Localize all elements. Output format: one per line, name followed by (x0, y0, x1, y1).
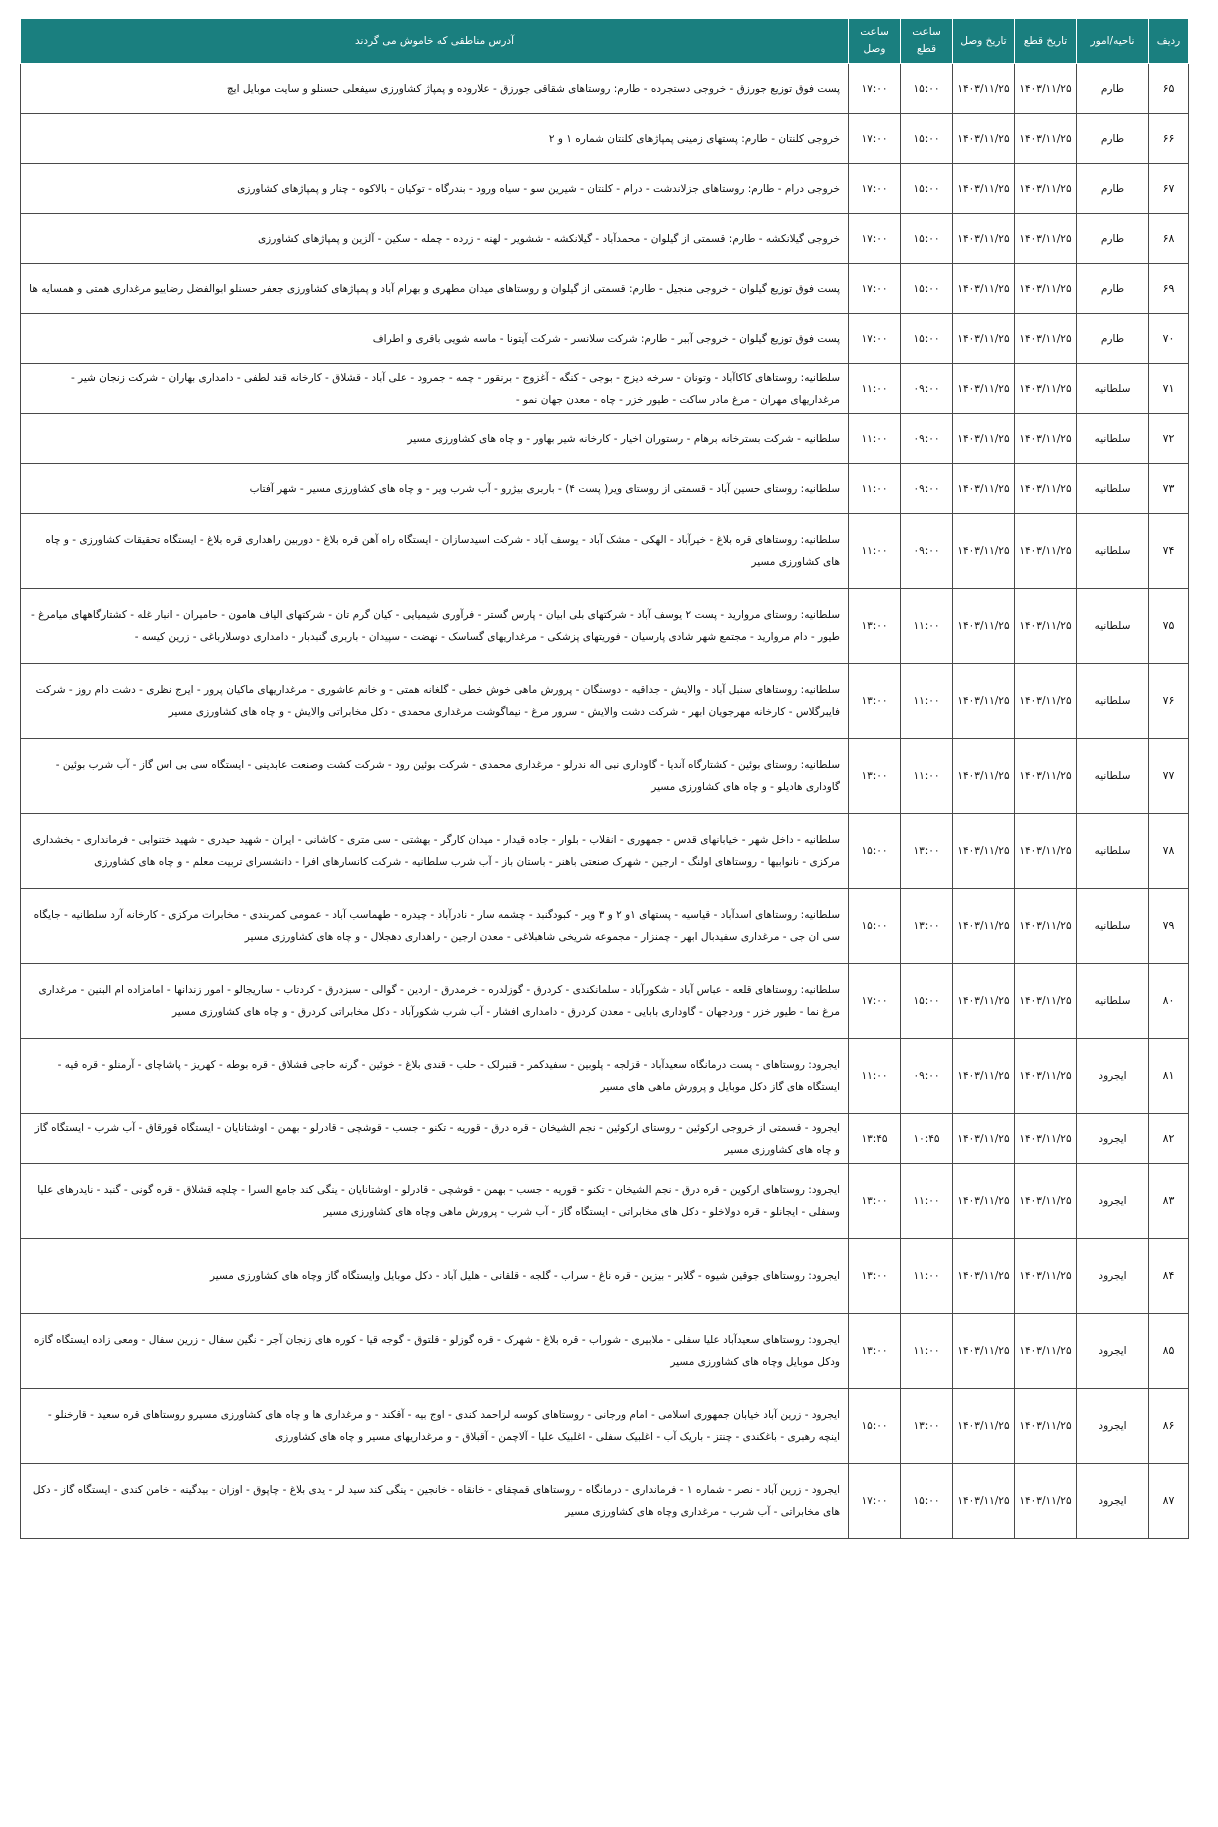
cell-region: طارم (1077, 164, 1149, 214)
cell-row-number: ۷۰ (1149, 314, 1189, 364)
cell-cut-date: ۱۴۰۳/۱۱/۲۵ (1015, 889, 1077, 964)
cell-connect-time: ۱۳:۰۰ (849, 664, 901, 739)
header-connect-time-line1: ساعت (860, 26, 889, 38)
cell-connect-date: ۱۴۰۳/۱۱/۲۵ (953, 964, 1015, 1039)
header-connect-time-line2: وصل (863, 43, 886, 55)
cell-connect-time: ۱۳:۰۰ (849, 1239, 901, 1314)
header-cut-time (901, 19, 953, 64)
table-row (21, 964, 1189, 1039)
cell-cut-date: ۱۴۰۳/۱۱/۲۵ (1015, 1164, 1077, 1239)
cell-connect-time: ۱۷:۰۰ (849, 214, 901, 264)
cell-connect-time: ۱۷:۰۰ (849, 164, 901, 214)
table-row (21, 1314, 1189, 1389)
cell-region: سلطانیه (1077, 414, 1149, 464)
cell-cut-time: ۱۳:۰۰ (901, 889, 953, 964)
cell-address: سلطانیه - شرکت بسترخانه برهام - رستوران اخیار - کارخانه شیر بهاور - و چاه های کشاورزی مسیر (21, 414, 849, 464)
table-row (21, 64, 1189, 114)
cell-address: خروجی کلنتان - طارم: پستهای زمینی پمپاژهای کلنتان شماره ۱ و ۲ (21, 114, 849, 164)
cell-connect-date: ۱۴۰۳/۱۱/۲۵ (953, 1239, 1015, 1314)
cell-connect-time: ۱۵:۰۰ (849, 889, 901, 964)
cell-cut-date: ۱۴۰۳/۱۱/۲۵ (1015, 214, 1077, 264)
cell-row-number: ۷۲ (1149, 414, 1189, 464)
cell-connect-date: ۱۴۰۳/۱۱/۲۵ (953, 814, 1015, 889)
cell-row-number: ۷۶ (1149, 664, 1189, 739)
cell-connect-time: ۱۱:۰۰ (849, 514, 901, 589)
cell-row-number: ۷۷ (1149, 739, 1189, 814)
cell-cut-date: ۱۴۰۳/۱۱/۲۵ (1015, 1314, 1077, 1389)
cell-connect-time: ۱۳:۰۰ (849, 739, 901, 814)
cell-cut-date: ۱۴۰۳/۱۱/۲۵ (1015, 814, 1077, 889)
table-row (21, 889, 1189, 964)
cell-cut-date: ۱۴۰۳/۱۱/۲۵ (1015, 1464, 1077, 1539)
cell-row-number: ۷۵ (1149, 589, 1189, 664)
table-row (21, 739, 1189, 814)
header-connect-date: تاریخ وصل (953, 19, 1015, 64)
table-row (21, 1114, 1189, 1164)
header-cut-time-line1: ساعت (912, 26, 941, 38)
cell-region: سلطانیه (1077, 964, 1149, 1039)
table-row (21, 114, 1189, 164)
cell-connect-time: ۱۱:۰۰ (849, 414, 901, 464)
cell-region: طارم (1077, 214, 1149, 264)
cell-cut-time: ۱۱:۰۰ (901, 664, 953, 739)
cell-region: ایجرود (1077, 1464, 1149, 1539)
table-body (21, 64, 1189, 1539)
cell-row-number: ۷۳ (1149, 464, 1189, 514)
header-connect-time (849, 19, 901, 64)
header-address: آدرس مناطقی که خاموش می گردند (21, 19, 849, 64)
cell-address: سلطانیه: روستای حسین آباد - قسمتی از روستای ویر( پست ۴) - باربری بیژرو - آب شرب ویر - و چاه های کشاورزی مسیر - شهر آفتاب (21, 464, 849, 514)
cell-cut-time: ۱۳:۰۰ (901, 814, 953, 889)
cell-row-number: ۷۴ (1149, 514, 1189, 589)
cell-address: ایجرود - قسمتی از خروجی ارکوئین - روستای ارکوئین - نجم الشیخان - قره درق - قوریه - تکنو - جسب - قوشچی - قادرلو - بهمن - اوشتانایان - ایستگاه قورقاق - آب شرب - ایستگاه گاز و چاه های کشاورزی مسیر (21, 1114, 849, 1164)
cell-region: طارم (1077, 64, 1149, 114)
cell-cut-time: ۰۹:۰۰ (901, 514, 953, 589)
header-region: ناحیه/امور (1077, 19, 1149, 64)
cell-region: سلطانیه (1077, 889, 1149, 964)
cell-cut-time: ۱۵:۰۰ (901, 214, 953, 264)
cell-region: ایجرود (1077, 1389, 1149, 1464)
cell-connect-date: ۱۴۰۳/۱۱/۲۵ (953, 464, 1015, 514)
cell-row-number: ۷۹ (1149, 889, 1189, 964)
cell-connect-date: ۱۴۰۳/۱۱/۲۵ (953, 1039, 1015, 1114)
cell-address: سلطانیه: روستاهای سنبل آباد - والایش - جداقیه - دوسنگان - پرورش ماهی خوش خطی - گلغانه همتی - و خانم عاشوری - مرغداریهای ماکیان پرور - ایرج نظری - دشت دام روز - شرکت فایبرگلاس - کارخانه مهرجویان ابهر - شرکت دشت والایش - سرور مرغ - نیماگوشت مرغداری محمدی - دکل مخابراتی والایش - و چاه های کشاورزی مسیر (21, 664, 849, 739)
cell-address: ایجرود: روستاهای سعیدآباد علیا سفلی - ملابیری - شوراب - قره بلاغ - شهرک - قره گوزلو - قلتوق - گوجه قیا - کوره های زنجان آجر - نگین سفال - زرین سفال - ومعی زاده ایستگاه گازه ودکل موبایل وچاه های کشاورزی مسیر (21, 1314, 849, 1389)
table-row (21, 414, 1189, 464)
cell-cut-time: ۱۱:۰۰ (901, 589, 953, 664)
cell-connect-date: ۱۴۰۳/۱۱/۲۵ (953, 664, 1015, 739)
cell-connect-time: ۱۷:۰۰ (849, 964, 901, 1039)
cell-row-number: ۸۵ (1149, 1314, 1189, 1389)
table-row (21, 1389, 1189, 1464)
outage-schedule-table (20, 18, 1189, 1539)
cell-connect-date: ۱۴۰۳/۱۱/۲۵ (953, 264, 1015, 314)
cell-row-number: ۶۹ (1149, 264, 1189, 314)
cell-connect-date: ۱۴۰۳/۱۱/۲۵ (953, 364, 1015, 414)
cell-address: سلطانیه: روستای بوئین - کشتارگاه آندیا - گاوداری نبی اله ندرلو - مرغداری محمدی - شرکت بوئین رود - شرکت کشت وصنعت عابدینی - ایستگاه سی بی اس گاز - آب شرب بوئین - گاوداری هادیلو - و چاه های کشاورزی مسیر (21, 739, 849, 814)
cell-connect-date: ۱۴۰۳/۱۱/۲۵ (953, 314, 1015, 364)
cell-cut-date: ۱۴۰۳/۱۱/۲۵ (1015, 114, 1077, 164)
cell-cut-date: ۱۴۰۳/۱۱/۲۵ (1015, 464, 1077, 514)
cell-connect-date: ۱۴۰۳/۱۱/۲۵ (953, 164, 1015, 214)
cell-cut-time: ۱۳:۰۰ (901, 1389, 953, 1464)
cell-row-number: ۸۶ (1149, 1389, 1189, 1464)
cell-connect-date: ۱۴۰۳/۱۱/۲۵ (953, 64, 1015, 114)
cell-region: ایجرود (1077, 1164, 1149, 1239)
cell-cut-date: ۱۴۰۳/۱۱/۲۵ (1015, 664, 1077, 739)
cell-region: سلطانیه (1077, 664, 1149, 739)
cell-connect-time: ۱۳:۰۰ (849, 589, 901, 664)
cell-cut-time: ۰۹:۰۰ (901, 414, 953, 464)
cell-connect-time: ۱۳:۰۰ (849, 1314, 901, 1389)
cell-row-number: ۷۸ (1149, 814, 1189, 889)
cell-row-number: ۸۳ (1149, 1164, 1189, 1239)
cell-region: سلطانیه (1077, 589, 1149, 664)
cell-region: طارم (1077, 264, 1149, 314)
cell-cut-date: ۱۴۰۳/۱۱/۲۵ (1015, 589, 1077, 664)
cell-connect-time: ۱۵:۰۰ (849, 814, 901, 889)
cell-connect-date: ۱۴۰۳/۱۱/۲۵ (953, 889, 1015, 964)
cell-connect-date: ۱۴۰۳/۱۱/۲۵ (953, 739, 1015, 814)
cell-cut-time: ۱۵:۰۰ (901, 164, 953, 214)
cell-connect-date: ۱۴۰۳/۱۱/۲۵ (953, 514, 1015, 589)
header-row (21, 19, 1189, 64)
cell-cut-date: ۱۴۰۳/۱۱/۲۵ (1015, 364, 1077, 414)
cell-connect-time: ۱۷:۰۰ (849, 64, 901, 114)
table-row (21, 664, 1189, 739)
cell-cut-time: ۱۵:۰۰ (901, 964, 953, 1039)
cell-connect-time: ۱۱:۰۰ (849, 1039, 901, 1114)
table-row (21, 314, 1189, 364)
cell-cut-time: ۱۵:۰۰ (901, 264, 953, 314)
cell-cut-date: ۱۴۰۳/۱۱/۲۵ (1015, 314, 1077, 364)
cell-region: سلطانیه (1077, 464, 1149, 514)
cell-cut-time: ۱۱:۰۰ (901, 1164, 953, 1239)
cell-row-number: ۸۲ (1149, 1114, 1189, 1164)
cell-address: ایجرود - زرین آباد - نصر - شماره ۱ - فرمانداری - درمانگاه - روستاهای قمچقای - خانقاه - خانجین - ینگی کند سید لر - یدی بلاغ - چاپوق - اوزان - بیدگینه - خامن کندی - ایستگاه گاز - دکل های مخابراتی - آب شرب - مرغداری وچاه های کشاورزی مسیر (21, 1464, 849, 1539)
cell-cut-time: ۰۹:۰۰ (901, 364, 953, 414)
cell-cut-time: ۱۰:۴۵ (901, 1114, 953, 1164)
cell-row-number: ۶۷ (1149, 164, 1189, 214)
table-row (21, 464, 1189, 514)
table-row (21, 1039, 1189, 1114)
cell-address: پست فوق توزیع جورزق - خروجی دستجرده - طارم: روستاهای شقاقی جورزق - علاروده و پمپاژ کشاورزی سیفعلی حسنلو و سایت موبایل ایچ (21, 64, 849, 114)
table-row (21, 514, 1189, 589)
cell-cut-time: ۱۵:۰۰ (901, 314, 953, 364)
cell-connect-date: ۱۴۰۳/۱۱/۲۵ (953, 1389, 1015, 1464)
cell-address: خروجی درام - طارم: روستاهای جزلاندشت - درام - کلنتان - شیرین سو - سیاه ورود - بندرگاه - توکیان - بالاکوه - چنار و پمپاژهای کشاورزی (21, 164, 849, 214)
cell-address: سلطانیه: روستاهای کاکاآباد - وتونان - سرخه دیزج - بوجی - کنگه - آغزوج - برنقور - چمه - جمرود - علی آباد - قشلاق - کارخانه قند لطفی - دامداری بهاران - شرکت زنجان شیر - مرغداریهای مهران - مرغ مادر ساکت - طیور خزر - چاه - معدن جهان نمو - (21, 364, 849, 414)
cell-address: ایجرود - زرین آباد خیابان جمهوری اسلامی - امام ورجانی - روستاهای کوسه لراحمد کندی - اوج بیه - آقکند - و مرغداری ها و چاه های کشاورزی مسیرو روستاهای قره سعید - قارخنلو - اینچه رهبری - باغکندی - چنتز - باریک آب - اغلبیک سفلی - اغلبیک علیا - آلاچمن - آقبلاق - و مرغداریهای مسیر و چاه های کشاورزی (21, 1389, 849, 1464)
table-row (21, 364, 1189, 414)
cell-cut-date: ۱۴۰۳/۱۱/۲۵ (1015, 739, 1077, 814)
cell-region: طارم (1077, 314, 1149, 364)
cell-connect-date: ۱۴۰۳/۱۱/۲۵ (953, 1114, 1015, 1164)
cell-row-number: ۷۱ (1149, 364, 1189, 414)
cell-region: ایجرود (1077, 1239, 1149, 1314)
cell-connect-time: ۱۳:۴۵ (849, 1114, 901, 1164)
cell-address: سلطانیه: روستاهای قلعه - عباس آباد - شکورآباد - سلمانکندی - کردرق - گوزلدره - خرمدرق - اردین - گوالی - سبزدرق - کردتاب - ساریجالو - امور زندانها - امامزاده ام البنین - مرغداری مرغ نما - طیور خزر - وردجهان - گاوداری بابایی - معدن کردرق - دامداری افشار - آب شرب شکورآباد - دکل مخابراتی کردرق - و چاه های کشاورزی مسیر (21, 964, 849, 1039)
cell-cut-date: ۱۴۰۳/۱۱/۲۵ (1015, 264, 1077, 314)
cell-connect-time: ۱۱:۰۰ (849, 364, 901, 414)
table-row (21, 814, 1189, 889)
cell-cut-date: ۱۴۰۳/۱۱/۲۵ (1015, 1039, 1077, 1114)
cell-cut-date: ۱۴۰۳/۱۱/۲۵ (1015, 164, 1077, 214)
cell-connect-date: ۱۴۰۳/۱۱/۲۵ (953, 1464, 1015, 1539)
table-row (21, 1464, 1189, 1539)
cell-connect-date: ۱۴۰۳/۱۱/۲۵ (953, 414, 1015, 464)
cell-cut-time: ۱۵:۰۰ (901, 1464, 953, 1539)
cell-region: سلطانیه (1077, 739, 1149, 814)
cell-row-number: ۸۱ (1149, 1039, 1189, 1114)
cell-region: ایجرود (1077, 1114, 1149, 1164)
cell-cut-time: ۱۵:۰۰ (901, 64, 953, 114)
cell-row-number: ۶۸ (1149, 214, 1189, 264)
cell-row-number: ۸۰ (1149, 964, 1189, 1039)
cell-connect-time: ۱۵:۰۰ (849, 1389, 901, 1464)
cell-connect-time: ۱۳:۰۰ (849, 1164, 901, 1239)
cell-address: سلطانیه - داخل شهر - خیابانهای قدس - جمهوری - انقلاب - بلوار - جاده قیدار - میدان کارگر - بهشتی - سی متری - کاشانی - ایران - شهید حیدری - شهید ختنوابی - فرمانداری - بخشداری مرکزی - نانوابیها - روستاهای اولنگ - ارجین - شهرک صنعتی باهنر - باستان باز - آب شرب سلطانیه - شرکت کانسارهای افرا - دانشسرای تربیت معلم - و چاه های کشاورزی (21, 814, 849, 889)
cell-address: خروجی گیلانکشه - طارم: قسمتی از گیلوان - محمدآباد - گیلانکشه - ششویر - لهنه - زرده - چمله - سکین - آلزین و پمپاژهای کشاورزی (21, 214, 849, 264)
table-row (21, 264, 1189, 314)
cell-cut-date: ۱۴۰۳/۱۱/۲۵ (1015, 414, 1077, 464)
cell-region: سلطانیه (1077, 364, 1149, 414)
table-row (21, 214, 1189, 264)
cell-connect-time: ۱۷:۰۰ (849, 114, 901, 164)
cell-cut-date: ۱۴۰۳/۱۱/۲۵ (1015, 514, 1077, 589)
cell-connect-time: ۱۷:۰۰ (849, 264, 901, 314)
table-row (21, 1164, 1189, 1239)
cell-cut-time: ۰۹:۰۰ (901, 1039, 953, 1114)
table-row (21, 589, 1189, 664)
cell-region: ایجرود (1077, 1039, 1149, 1114)
cell-region: سلطانیه (1077, 514, 1149, 589)
cell-row-number: ۶۵ (1149, 64, 1189, 114)
cell-connect-date: ۱۴۰۳/۱۱/۲۵ (953, 114, 1015, 164)
cell-connect-time: ۱۷:۰۰ (849, 314, 901, 364)
cell-cut-time: ۰۹:۰۰ (901, 464, 953, 514)
cell-region: سلطانیه (1077, 814, 1149, 889)
cell-address: پست فوق توزیع گیلوان - خروجی منجیل - طارم: قسمتی از گیلوان و روستاهای میدان مطهری و بهرام آباد و پمپاژهای کشاورزی جعفر حسنلو ابوالفضل رضاییو مرغداری همتی و همسایه ها (21, 264, 849, 314)
cell-address: سلطانیه: روستای مروارید - پست ۲ یوسف آباد - شرکتهای بلی ابیان - پارس گستر - فرآوری شیمیایی - کیان گرم تان - شرکتهای الیاف هامون - حامیران - انبار غله - کشتارگاههای میامرغ - طیور - دام مروارید - مجتمع شهر شادی پارسیان - فوریتهای پزشکی - مرغداریهای گساسک - نهضت - سپیدان - باربری گنبدبار - دامداری دوسلارباغی - زرین کیسه - (21, 589, 849, 664)
cell-cut-time: ۱۱:۰۰ (901, 1314, 953, 1389)
cell-connect-date: ۱۴۰۳/۱۱/۲۵ (953, 1164, 1015, 1239)
cell-cut-date: ۱۴۰۳/۱۱/۲۵ (1015, 1114, 1077, 1164)
cell-cut-date: ۱۴۰۳/۱۱/۲۵ (1015, 964, 1077, 1039)
cell-connect-date: ۱۴۰۳/۱۱/۲۵ (953, 589, 1015, 664)
cell-cut-time: ۱۱:۰۰ (901, 1239, 953, 1314)
cell-address: ایجرود: روستاهای - پست درمانگاه سعیدآباد - قزلجه - پلوبین - سفیدکمر - قنبرلک - حلب - قندی بلاغ - خوئین - گرنه حاجی قشلاق - قره بوطه - کهریز - پاشاچای - آرمنلو - قره قیه - ایستگاه های گاز دکل موبایل و پرورش ماهی های مسیر (21, 1039, 849, 1114)
cell-region: ایجرود (1077, 1314, 1149, 1389)
cell-cut-time: ۱۵:۰۰ (901, 114, 953, 164)
cell-address: پست فوق توزیع گیلوان - خروجی آببر - طارم: شرکت سلانسر - شرکت آیتونا - ماسه شویی باقری و اطراف (21, 314, 849, 364)
header-cut-date: تاریخ قطع (1015, 19, 1077, 64)
cell-connect-time: ۱۷:۰۰ (849, 1464, 901, 1539)
cell-cut-date: ۱۴۰۳/۱۱/۲۵ (1015, 1239, 1077, 1314)
cell-row-number: ۸۴ (1149, 1239, 1189, 1314)
table-row (21, 1239, 1189, 1314)
cell-address: سلطانیه: روستاهای اسدآباد - قیاسیه - پستهای ۱و ۲ و ۳ ویر - کبودگنبد - چشمه سار - نادرآباد - چیدره - طهماسب آباد - عمومی کمربندی - مخابرات مرکزی - کارخانه آرد سلطانیه - جایگاه سی ان جی - مرغداری سفیدبال ابهر - چمنزار - مجموعه شریخی شاهبلاغی - معدن ارجین - راهداری دهجلال - و چاه های کشاورزی مسیر (21, 889, 849, 964)
cell-cut-date: ۱۴۰۳/۱۱/۲۵ (1015, 64, 1077, 114)
cell-cut-time: ۱۱:۰۰ (901, 739, 953, 814)
cell-address: ایجرود: روستاهای ارکوین - قره درق - نجم الشیخان - تکنو - قوریه - جسب - بهمن - قوشچی - قادرلو - اوشتانایان - ینگی کند جامع السرا - چلچه قشلاق - قره گونی - گنبد - نایدرهای علیا وسفلی - ایجانلو - قره دولاخلو - دکل های مخابراتی - ایستگاه گاز - آب شرب - پرورش ماهی وچاه های کشاورزی مسیر (21, 1164, 849, 1239)
header-cut-time-line2: قطع (916, 43, 937, 55)
cell-row-number: ۸۷ (1149, 1464, 1189, 1539)
cell-connect-date: ۱۴۰۳/۱۱/۲۵ (953, 1314, 1015, 1389)
cell-row-number: ۶۶ (1149, 114, 1189, 164)
cell-region: طارم (1077, 114, 1149, 164)
cell-address: سلطانیه: روستاهای قره بلاغ - خیرآباد - الهکی - مشک آباد - یوسف آباد - شرکت اسیدسازان - ایستگاه راه آهن قره بلاغ - دوربین راهداری قره بلاغ - ایستگاه تحقیقات کشاورزی - و چاه های کشاورزی مسیر (21, 514, 849, 589)
cell-connect-date: ۱۴۰۳/۱۱/۲۵ (953, 214, 1015, 264)
cell-address: ایجرود: روستاهای جوقین شیوه - گلابر - بیزین - قره ناغ - سراب - گلجه - قلقانی - هلیل آباد - دکل موبایل وایستگاه گاز وچاه های کشاورزی مسیر (21, 1239, 849, 1314)
header-row-number: ردیف (1149, 19, 1189, 64)
cell-connect-time: ۱۱:۰۰ (849, 464, 901, 514)
cell-cut-date: ۱۴۰۳/۱۱/۲۵ (1015, 1389, 1077, 1464)
table-row (21, 164, 1189, 214)
